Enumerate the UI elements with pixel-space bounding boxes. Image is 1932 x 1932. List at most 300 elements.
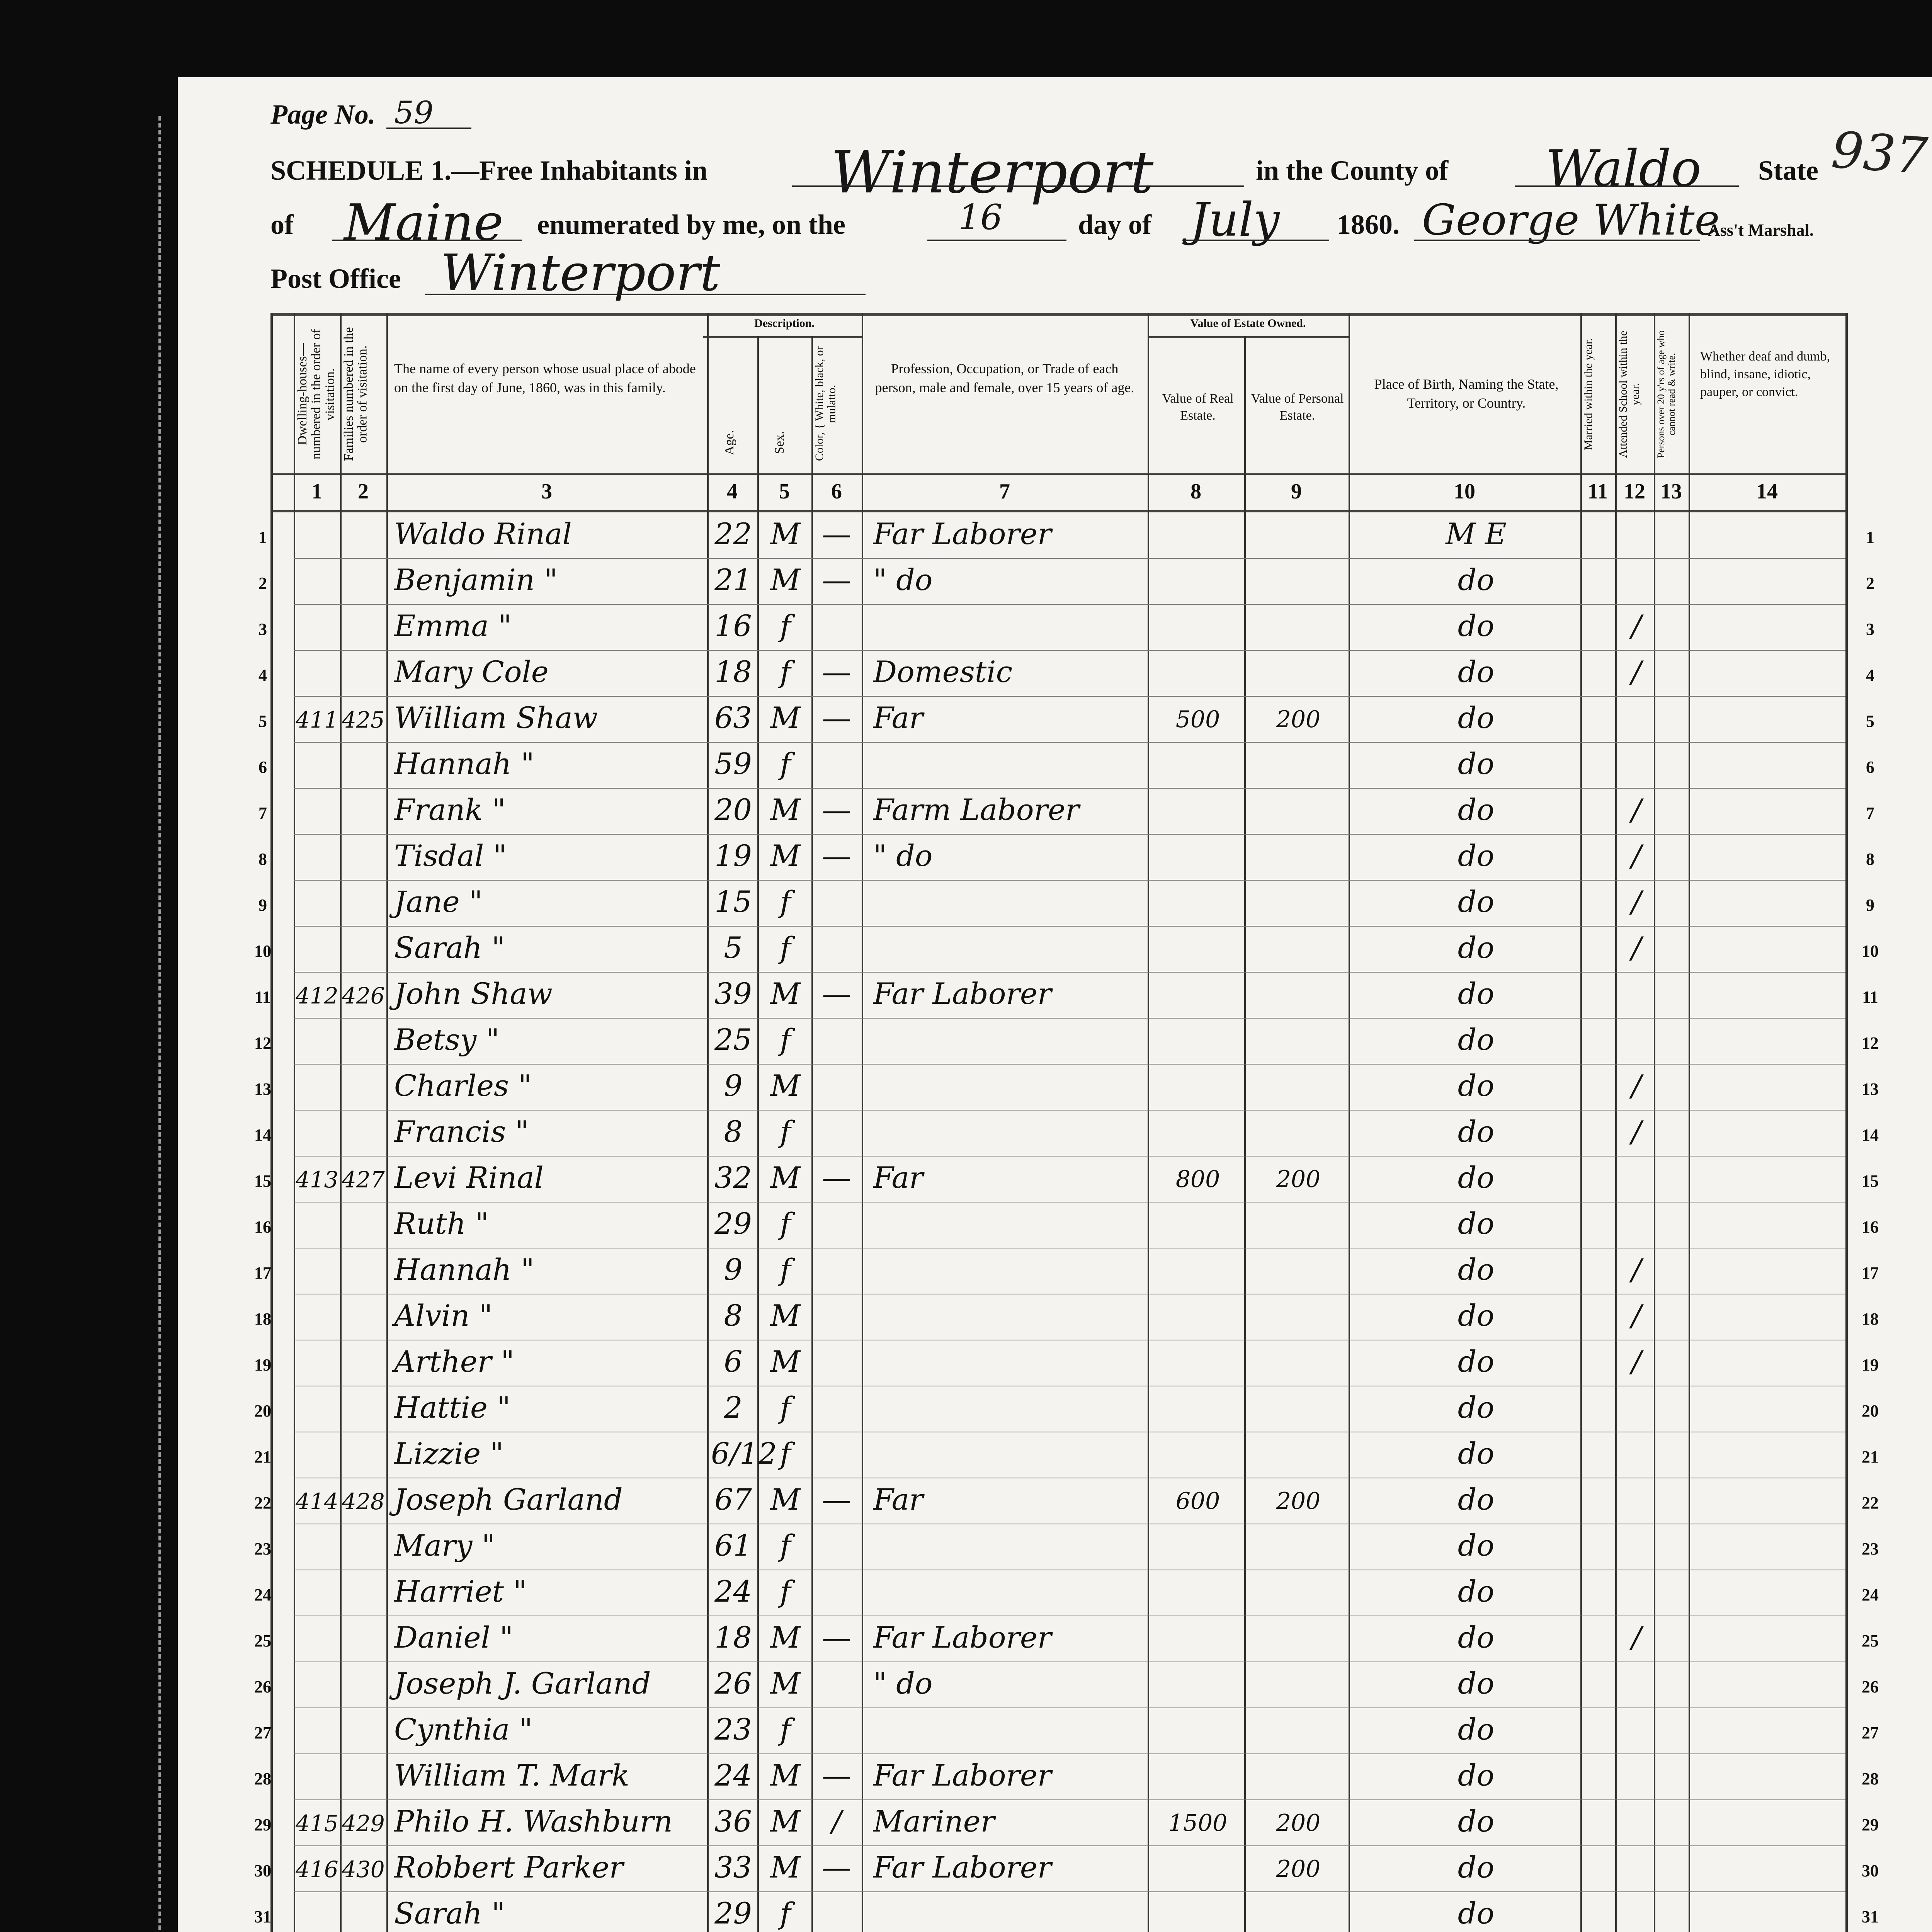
occupation: Far Laborer bbox=[873, 976, 1052, 1011]
age: 9 bbox=[724, 1252, 743, 1287]
person-name: William Shaw bbox=[394, 701, 598, 735]
row-rule bbox=[294, 650, 1845, 651]
col-10-left bbox=[1349, 313, 1350, 1932]
person-name: Emma " bbox=[394, 609, 512, 643]
person-name: William T. Mark bbox=[394, 1758, 629, 1793]
sex: f bbox=[780, 1114, 791, 1149]
family-number: 427 bbox=[342, 1167, 385, 1193]
occupation: Domestic bbox=[873, 655, 1013, 689]
birthplace: do bbox=[1458, 1298, 1495, 1333]
birthplace: do bbox=[1458, 701, 1495, 735]
age: 6 bbox=[724, 1344, 743, 1379]
line-number-left: 17 bbox=[254, 1264, 271, 1282]
school-mark: / bbox=[1631, 1252, 1641, 1287]
sex: M bbox=[770, 838, 801, 873]
birthplace: do bbox=[1458, 1160, 1495, 1195]
sex: f bbox=[780, 1206, 791, 1241]
description-rule bbox=[703, 336, 862, 338]
sex: M bbox=[770, 1758, 801, 1793]
column-number-1: 1 bbox=[311, 480, 322, 503]
sex: M bbox=[770, 793, 801, 827]
age: 63 bbox=[714, 701, 752, 735]
sex: f bbox=[780, 747, 791, 781]
line-number-left: 1 bbox=[259, 528, 267, 547]
birthplace: do bbox=[1458, 1896, 1495, 1930]
table-top-rule bbox=[270, 313, 1847, 316]
row-rule bbox=[294, 696, 1845, 697]
page-stamp: 937 bbox=[1830, 120, 1930, 186]
line-number-left: 6 bbox=[259, 758, 267, 777]
column-number-2: 2 bbox=[358, 480, 369, 503]
age: 29 bbox=[714, 1206, 752, 1241]
line-number-left: 29 bbox=[254, 1815, 271, 1834]
line-number-right: 23 bbox=[1862, 1539, 1879, 1558]
birthplace: M E bbox=[1446, 517, 1507, 551]
age: 16 bbox=[714, 609, 752, 643]
real-estate: 1500 bbox=[1168, 1810, 1228, 1837]
birthplace: do bbox=[1458, 1436, 1495, 1471]
age: 5 bbox=[724, 930, 743, 965]
sex: M bbox=[770, 1344, 801, 1379]
header-married: Married within the year. bbox=[1582, 338, 1595, 450]
line-number-right: 30 bbox=[1862, 1861, 1879, 1880]
birthplace: do bbox=[1458, 609, 1495, 643]
township-value: Winterport bbox=[831, 139, 1154, 206]
age: 8 bbox=[724, 1298, 743, 1333]
person-name: Harriet " bbox=[394, 1574, 527, 1609]
line-number-right: 14 bbox=[1862, 1126, 1879, 1145]
birthplace: do bbox=[1458, 1850, 1495, 1884]
header-personal-estate: Value of Personal Estate. bbox=[1251, 391, 1344, 423]
line-number-right: 27 bbox=[1862, 1723, 1879, 1742]
col-14-left bbox=[1689, 313, 1690, 1932]
sex: M bbox=[770, 1666, 801, 1701]
color: — bbox=[822, 793, 851, 827]
age: 6/12 bbox=[711, 1436, 777, 1471]
school-mark: / bbox=[1631, 1620, 1641, 1655]
school-mark: / bbox=[1631, 609, 1641, 643]
age: 26 bbox=[714, 1666, 752, 1701]
line-number-left: 20 bbox=[254, 1401, 271, 1420]
occupation: Far bbox=[873, 1482, 923, 1517]
real-estate: 800 bbox=[1175, 1166, 1220, 1193]
age: 18 bbox=[714, 1620, 752, 1655]
color: / bbox=[832, 1804, 842, 1838]
age: 24 bbox=[714, 1574, 752, 1609]
family-number: 428 bbox=[342, 1488, 385, 1515]
sex: M bbox=[770, 1804, 801, 1838]
age: 39 bbox=[714, 976, 752, 1011]
line-number-right: 7 bbox=[1866, 804, 1874, 823]
line-number-right: 22 bbox=[1862, 1493, 1879, 1512]
person-name: Arther " bbox=[394, 1344, 515, 1379]
row-rule bbox=[294, 1799, 1845, 1800]
month-line bbox=[1182, 240, 1329, 241]
line-number-right: 21 bbox=[1862, 1447, 1879, 1466]
age: 29 bbox=[714, 1896, 752, 1930]
dwelling-number: 413 bbox=[296, 1167, 338, 1193]
row-rule bbox=[294, 604, 1845, 605]
family-number: 425 bbox=[342, 707, 385, 733]
birthplace: do bbox=[1458, 930, 1495, 965]
col-8-left bbox=[1148, 313, 1149, 1932]
birthplace: do bbox=[1458, 1114, 1495, 1149]
line-number-right: 5 bbox=[1866, 712, 1874, 731]
school-mark: / bbox=[1631, 655, 1641, 689]
occupation: Farm Laborer bbox=[873, 793, 1080, 827]
column-number-9: 9 bbox=[1291, 480, 1302, 503]
table-right-border bbox=[1845, 313, 1848, 1932]
page-number: 59 bbox=[394, 95, 434, 131]
birthplace: do bbox=[1458, 1528, 1495, 1563]
line-number-right: 8 bbox=[1866, 850, 1874, 869]
row-rule bbox=[294, 742, 1845, 743]
col-7-left bbox=[862, 313, 863, 1932]
line-number-right: 13 bbox=[1862, 1080, 1879, 1099]
birthplace: do bbox=[1458, 1482, 1495, 1517]
person-name: Levi Rinal bbox=[394, 1160, 544, 1195]
line-number-right: 3 bbox=[1866, 620, 1874, 639]
line-number-left: 23 bbox=[254, 1539, 271, 1558]
school-mark: / bbox=[1631, 884, 1641, 919]
dwelling-number: 416 bbox=[296, 1856, 338, 1883]
line-number-right: 1 bbox=[1866, 528, 1874, 547]
color: — bbox=[822, 563, 851, 597]
year-label: 1860. bbox=[1337, 209, 1400, 240]
person-name: Tisdal " bbox=[394, 838, 507, 873]
row-rule bbox=[294, 972, 1845, 973]
of-label: of bbox=[270, 209, 294, 240]
line-number-left: 19 bbox=[254, 1355, 271, 1374]
dwelling-number: 412 bbox=[296, 983, 338, 1009]
birthplace: do bbox=[1458, 1758, 1495, 1793]
sex: M bbox=[770, 1160, 801, 1195]
line-number-left: 11 bbox=[255, 988, 271, 1007]
day-of-label: day of bbox=[1078, 209, 1152, 240]
occupation: Far bbox=[873, 701, 923, 735]
dwelling-number: 415 bbox=[296, 1810, 338, 1837]
person-name: Hannah " bbox=[394, 1252, 534, 1287]
line-number-right: 17 bbox=[1862, 1264, 1879, 1282]
marshal-value: George White bbox=[1422, 195, 1720, 245]
sex: M bbox=[770, 701, 801, 735]
column-number-8: 8 bbox=[1190, 480, 1201, 503]
personal-estate: 200 bbox=[1276, 1810, 1321, 1837]
family-number: 430 bbox=[342, 1856, 385, 1883]
line-number-left: 27 bbox=[254, 1723, 271, 1742]
birthplace: do bbox=[1458, 1804, 1495, 1838]
line-number-left: 10 bbox=[254, 942, 271, 961]
line-number-left: 31 bbox=[254, 1907, 271, 1926]
person-name: Joseph Garland bbox=[394, 1482, 623, 1517]
col-5-left bbox=[757, 336, 759, 1932]
occupation: Far Laborer bbox=[873, 1850, 1052, 1884]
film-edge bbox=[158, 116, 176, 1932]
person-name: Philo H. Washburn bbox=[394, 1804, 673, 1838]
person-name: Cynthia " bbox=[394, 1712, 533, 1747]
age: 67 bbox=[714, 1482, 752, 1517]
age: 15 bbox=[714, 884, 752, 919]
row-rule bbox=[294, 880, 1845, 881]
age: 24 bbox=[714, 1758, 752, 1793]
row-rule bbox=[294, 1845, 1845, 1846]
marshal-label: Ass't Marshal. bbox=[1708, 221, 1814, 240]
real-estate: 500 bbox=[1175, 706, 1220, 733]
line-number-left: 26 bbox=[254, 1677, 271, 1696]
age: 23 bbox=[714, 1712, 752, 1747]
row-rule bbox=[294, 1753, 1845, 1754]
person-name: Daniel " bbox=[394, 1620, 513, 1655]
color: — bbox=[822, 1620, 851, 1655]
line-number-right: 24 bbox=[1862, 1585, 1879, 1604]
birthplace: do bbox=[1458, 1712, 1495, 1747]
column-number-14: 14 bbox=[1756, 480, 1778, 503]
occupation: " do bbox=[873, 838, 933, 873]
family-number: 429 bbox=[342, 1810, 385, 1837]
state-label: State bbox=[1758, 155, 1818, 186]
school-mark: / bbox=[1631, 838, 1641, 873]
line-number-left: 8 bbox=[259, 850, 267, 869]
sex: f bbox=[780, 655, 791, 689]
column-number-10: 10 bbox=[1454, 480, 1475, 503]
sex: M bbox=[770, 517, 801, 551]
sex: f bbox=[780, 1390, 791, 1425]
age: 61 bbox=[714, 1528, 752, 1563]
header-estate: Value of Estate Owned. bbox=[1190, 317, 1306, 330]
color: — bbox=[822, 655, 851, 689]
sex: f bbox=[780, 1252, 791, 1287]
line-number-right: 19 bbox=[1862, 1355, 1879, 1374]
header-birthplace: Place of Birth, Naming the State, Territory, or Country. bbox=[1374, 376, 1559, 411]
line-number-left: 24 bbox=[254, 1585, 271, 1604]
line-number-right: 26 bbox=[1862, 1677, 1879, 1696]
school-mark: / bbox=[1631, 1298, 1641, 1333]
real-estate: 600 bbox=[1175, 1488, 1220, 1515]
age: 33 bbox=[714, 1850, 752, 1884]
age: 22 bbox=[714, 517, 752, 551]
row-rule bbox=[294, 788, 1845, 789]
header-real-estate: Value of Real Estate. bbox=[1162, 391, 1234, 423]
sex: M bbox=[770, 1620, 801, 1655]
line-number-right: 11 bbox=[1862, 988, 1878, 1007]
county-line bbox=[1515, 185, 1739, 187]
line-number-left: 2 bbox=[259, 574, 267, 593]
col-13-left bbox=[1654, 313, 1655, 1932]
line-number-left: 16 bbox=[254, 1218, 271, 1236]
row-rule bbox=[294, 1064, 1845, 1065]
occupation: Far Laborer bbox=[873, 517, 1052, 551]
color: — bbox=[822, 976, 851, 1011]
age: 59 bbox=[714, 747, 752, 781]
color: — bbox=[822, 1482, 851, 1517]
line-number-left: 4 bbox=[259, 666, 267, 685]
column-number-11: 11 bbox=[1587, 480, 1608, 503]
post-office-line bbox=[425, 294, 866, 295]
line-number-left: 25 bbox=[254, 1631, 271, 1650]
color: — bbox=[822, 701, 851, 735]
line-number-right: 12 bbox=[1862, 1034, 1879, 1053]
line-number-left: 28 bbox=[254, 1769, 271, 1788]
header-school: Attended School within the year. bbox=[1617, 330, 1642, 458]
state-line bbox=[332, 240, 522, 241]
row-rule bbox=[294, 834, 1845, 835]
header-rule bbox=[270, 473, 1847, 475]
color: — bbox=[822, 838, 851, 873]
county-value: Waldo bbox=[1546, 139, 1701, 198]
line-number-right: 9 bbox=[1866, 896, 1874, 915]
line-number-right: 6 bbox=[1866, 758, 1874, 777]
occupation: Far Laborer bbox=[873, 1620, 1052, 1655]
line-number-left: 3 bbox=[259, 620, 267, 639]
age: 25 bbox=[714, 1022, 752, 1057]
header-name: The name of every person whose usual place of abode on the first day of June, 1860, was in this family. bbox=[394, 361, 696, 395]
estate-rule bbox=[1148, 336, 1349, 338]
line-number-left: 9 bbox=[259, 896, 267, 915]
sex: f bbox=[780, 1574, 791, 1609]
school-mark: / bbox=[1631, 1344, 1641, 1379]
header-occupation: Profession, Occupation, or Trade of each person, male and female, over 15 years of age. bbox=[875, 361, 1134, 395]
sex: f bbox=[780, 1436, 791, 1471]
line-number-left: 15 bbox=[254, 1172, 271, 1190]
age: 19 bbox=[714, 838, 752, 873]
birthplace: do bbox=[1458, 1666, 1495, 1701]
person-name: Sarah " bbox=[394, 1896, 505, 1930]
birthplace: do bbox=[1458, 655, 1495, 689]
line-number-right: 25 bbox=[1862, 1631, 1879, 1650]
birthplace: do bbox=[1458, 1068, 1495, 1103]
column-number-4: 4 bbox=[727, 480, 738, 503]
birthplace: do bbox=[1458, 884, 1495, 919]
birthplace: do bbox=[1458, 1252, 1495, 1287]
col-1-left bbox=[294, 313, 295, 1932]
line-number-right: 29 bbox=[1862, 1815, 1879, 1834]
post-office-value: Winterport bbox=[440, 243, 720, 302]
birthplace: do bbox=[1458, 1620, 1495, 1655]
line-number-left: 13 bbox=[254, 1080, 271, 1099]
header-description: Description. bbox=[754, 317, 815, 330]
birthplace: do bbox=[1458, 1206, 1495, 1241]
person-name: Waldo Rinal bbox=[394, 517, 572, 551]
line-number-left: 14 bbox=[254, 1126, 271, 1145]
col-12-left bbox=[1615, 313, 1617, 1932]
month-value: July bbox=[1190, 193, 1280, 247]
personal-estate: 200 bbox=[1276, 1855, 1321, 1883]
row-rule bbox=[294, 558, 1845, 559]
sex: M bbox=[770, 563, 801, 597]
person-name: Frank " bbox=[394, 793, 506, 827]
enumerated-label: enumerated by me, on the bbox=[537, 209, 845, 240]
sex: f bbox=[780, 1712, 791, 1747]
person-name: Jane " bbox=[394, 884, 483, 919]
column-number-7: 7 bbox=[999, 480, 1010, 503]
col-11-left bbox=[1580, 313, 1582, 1932]
line-number-right: 28 bbox=[1862, 1769, 1879, 1788]
school-mark: / bbox=[1631, 1114, 1641, 1149]
page-label: Page No. bbox=[270, 99, 376, 130]
birthplace: do bbox=[1458, 563, 1495, 597]
line-number-left: 12 bbox=[254, 1034, 271, 1053]
person-name: Ruth " bbox=[394, 1206, 489, 1241]
line-number-left: 5 bbox=[259, 712, 267, 731]
school-mark: / bbox=[1631, 793, 1641, 827]
sex: M bbox=[770, 1298, 801, 1333]
person-name: Benjamin " bbox=[394, 563, 558, 597]
color: — bbox=[822, 1758, 851, 1793]
line-number-left: 18 bbox=[254, 1310, 271, 1328]
person-name: Mary Cole bbox=[394, 655, 549, 689]
birthplace: do bbox=[1458, 1022, 1495, 1057]
col-6-left bbox=[811, 336, 813, 1932]
row-rule bbox=[294, 926, 1845, 927]
column-number-6: 6 bbox=[831, 480, 842, 503]
line-number-right: 4 bbox=[1866, 666, 1874, 685]
sex: f bbox=[780, 609, 791, 643]
person-name: Lizzie " bbox=[394, 1436, 504, 1471]
birthplace: do bbox=[1458, 1344, 1495, 1379]
header-color: Color, { White, black, or mulatto. bbox=[813, 346, 838, 461]
person-name: Francis " bbox=[394, 1114, 529, 1149]
line-number-left: 21 bbox=[254, 1447, 271, 1466]
color: — bbox=[822, 1850, 851, 1884]
township-line bbox=[792, 185, 1244, 187]
occupation: " do bbox=[873, 1666, 933, 1701]
header-sex: Sex. bbox=[772, 431, 787, 454]
age: 32 bbox=[714, 1160, 752, 1195]
line-number-right: 18 bbox=[1862, 1310, 1879, 1328]
line-number-left: 30 bbox=[254, 1861, 271, 1880]
column-number-12: 12 bbox=[1624, 480, 1645, 503]
personal-estate: 200 bbox=[1276, 1488, 1321, 1515]
person-name: Hattie " bbox=[394, 1390, 511, 1425]
person-name: Joseph J. Garland bbox=[394, 1666, 651, 1701]
column-number-3: 3 bbox=[541, 480, 552, 503]
family-number: 426 bbox=[342, 983, 385, 1009]
col-3-left bbox=[386, 313, 388, 1932]
sex: M bbox=[770, 976, 801, 1011]
age: 9 bbox=[724, 1068, 743, 1103]
dwelling-number: 414 bbox=[296, 1488, 338, 1515]
schedule-title: SCHEDULE 1.—Free Inhabitants in bbox=[270, 155, 707, 186]
age: 2 bbox=[724, 1390, 743, 1425]
county-label: in the County of bbox=[1256, 155, 1449, 186]
occupation: Far Laborer bbox=[873, 1758, 1052, 1793]
col-2-left bbox=[340, 313, 342, 1932]
school-mark: / bbox=[1631, 930, 1641, 965]
age: 18 bbox=[714, 655, 752, 689]
age: 21 bbox=[714, 563, 752, 597]
header-family: Families numbered in the order of visitation. bbox=[342, 327, 370, 461]
header-illiterate: Persons over 20 y'rs of age who cannot read & write. bbox=[1655, 330, 1677, 458]
header-age: Age. bbox=[722, 430, 736, 455]
column-number-13: 13 bbox=[1660, 480, 1682, 503]
day-value: 16 bbox=[958, 197, 1003, 238]
birthplace: do bbox=[1458, 793, 1495, 827]
birthplace: do bbox=[1458, 976, 1495, 1011]
line-number-left: 7 bbox=[259, 804, 267, 823]
line-number-left: 22 bbox=[254, 1493, 271, 1512]
birthplace: do bbox=[1458, 1574, 1495, 1609]
sex: M bbox=[770, 1482, 801, 1517]
line-number-right: 10 bbox=[1862, 942, 1879, 961]
state-value: Maine bbox=[344, 193, 503, 252]
header-condition: Whether deaf and dumb, blind, insane, idiotic, pauper, or convict. bbox=[1700, 349, 1830, 399]
birthplace: do bbox=[1458, 838, 1495, 873]
col-9-left bbox=[1244, 336, 1246, 1932]
person-name: Robbert Parker bbox=[394, 1850, 624, 1884]
person-name: Sarah " bbox=[394, 930, 505, 965]
sex: f bbox=[780, 1528, 791, 1563]
age: 36 bbox=[714, 1804, 752, 1838]
